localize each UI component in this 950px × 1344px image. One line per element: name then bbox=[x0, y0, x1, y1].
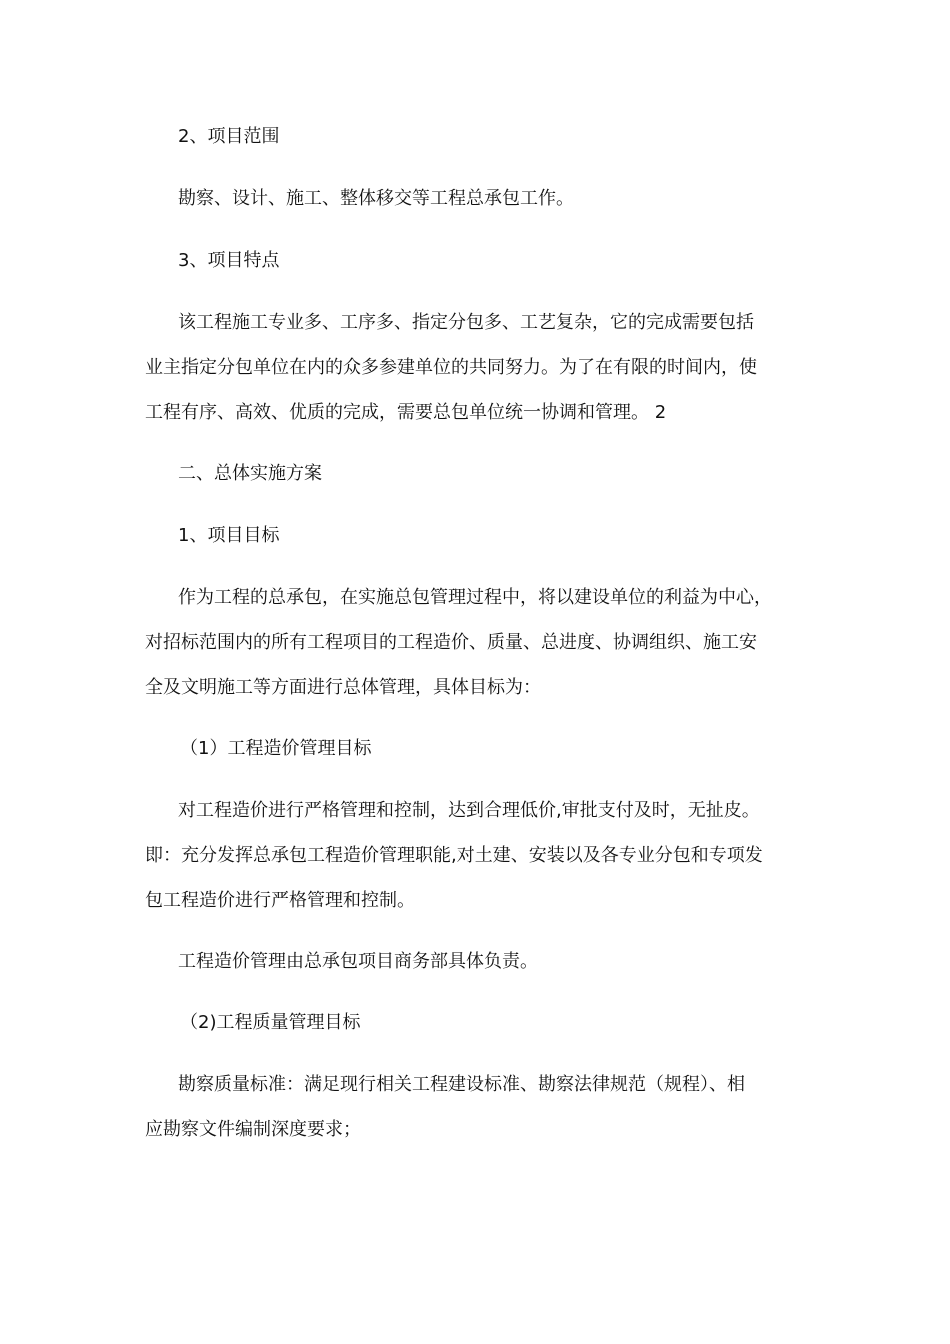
cost-paragraph-line: 对工程造价进行严格管理和控制，达到合理低价,审批支付及时，无扯皮。 bbox=[178, 800, 760, 821]
heading-project-goal: 1、项目目标 bbox=[178, 525, 280, 546]
cost-paragraph-line: 即：充分发挥总承包工程造价管理职能,对土建、安装以及各专业分包和专项发 bbox=[145, 845, 763, 866]
features-paragraph-line: 业主指定分包单位在内的众多参建单位的共同努力。为了在有限的时间内，使 bbox=[145, 357, 757, 378]
quality-paragraph-line: 勘察质量标准：满足现行相关工程建设标准、勘察法律规范（规程）、相 bbox=[178, 1074, 745, 1095]
quality-paragraph-line: 应勘察文件编制深度要求； bbox=[145, 1119, 361, 1140]
scope-paragraph: 勘察、设计、施工、整体移交等工程总承包工作。 bbox=[178, 188, 574, 209]
heading-project-features: 3、项目特点 bbox=[178, 250, 280, 271]
heading-quality-management: （2)工程质量管理目标 bbox=[180, 1012, 361, 1033]
cost-responsibility-paragraph: 工程造价管理由总承包项目商务部具体负责。 bbox=[178, 951, 538, 972]
goal-paragraph-line: 全及文明施工等方面进行总体管理，具体目标为： bbox=[145, 677, 541, 698]
features-paragraph-line: 该工程施工专业多、工序多、指定分包多、工艺复杂，它的完成需要包括 bbox=[178, 312, 754, 333]
cost-paragraph-line: 包工程造价进行严格管理和控制。 bbox=[145, 890, 415, 911]
goal-paragraph-line: 对招标范围内的所有工程项目的工程造价、质量、总进度、协调组织、施工安 bbox=[145, 632, 757, 653]
goal-paragraph-line: 作为工程的总承包，在实施总包管理过程中，将以建设单位的利益为中心， bbox=[178, 587, 772, 608]
heading-cost-management: （1）工程造价管理目标 bbox=[180, 738, 372, 759]
features-paragraph-line: 工程有序、高效、优质的完成，需要总包单位统一协调和管理。 2 bbox=[145, 402, 667, 423]
heading-project-scope: 2、项目范围 bbox=[178, 126, 280, 147]
heading-overall-plan: 二、总体实施方案 bbox=[178, 463, 322, 484]
